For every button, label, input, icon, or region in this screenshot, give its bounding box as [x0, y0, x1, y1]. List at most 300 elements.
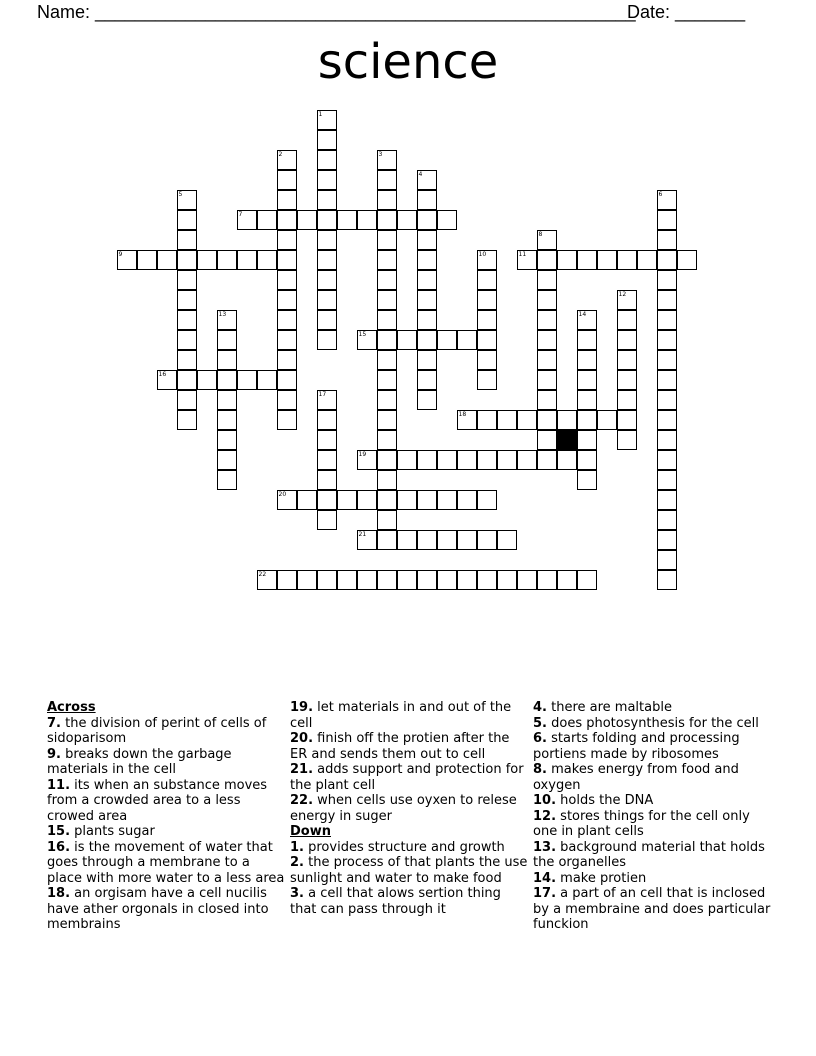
grid-cell[interactable] [657, 350, 677, 370]
grid-cell[interactable] [277, 410, 297, 430]
grid-cell[interactable] [517, 410, 537, 430]
clue-text: provides structure and growth [308, 839, 505, 855]
grid-cell[interactable] [617, 430, 637, 450]
grid-cell[interactable] [377, 390, 397, 410]
grid-cell[interactable] [177, 350, 197, 370]
grid-cell[interactable] [497, 570, 517, 590]
grid-cell[interactable] [617, 390, 637, 410]
clue-text: starts folding and processing portiens made by ribosomes [533, 731, 740, 762]
grid-cell[interactable] [417, 310, 437, 330]
grid-cell[interactable] [557, 250, 577, 270]
grid-cell[interactable] [417, 210, 437, 230]
grid-cell[interactable] [217, 350, 237, 370]
grid-cell[interactable] [437, 490, 457, 510]
grid-cell[interactable] [657, 410, 677, 430]
grid-cell[interactable] [617, 310, 637, 330]
cell-number: 4 [418, 170, 423, 178]
grid-cell[interactable] [257, 570, 277, 590]
grid-cell[interactable] [317, 470, 337, 490]
down-clue [533, 700, 773, 716]
grid-cell[interactable] [577, 370, 597, 390]
grid-cell[interactable] [317, 330, 337, 350]
grid-cell[interactable] [317, 250, 337, 270]
grid-cell[interactable] [537, 310, 557, 330]
grid-cell[interactable] [317, 490, 337, 510]
clue-number: 11. [47, 777, 71, 793]
grid-cell[interactable] [377, 430, 397, 450]
grid-cell[interactable] [557, 570, 577, 590]
grid-cell[interactable] [537, 410, 557, 430]
grid-cell[interactable] [597, 250, 617, 270]
clue-number: 8. [533, 762, 547, 777]
grid-cell[interactable] [657, 310, 677, 330]
across-clue [290, 762, 530, 793]
grid-cell[interactable] [657, 270, 677, 290]
grid-cell[interactable] [437, 450, 457, 470]
grid-cell[interactable] [517, 250, 537, 270]
across-clue [290, 700, 530, 731]
grid-cell[interactable] [277, 250, 297, 270]
grid-cell[interactable] [477, 290, 497, 310]
grid-cell[interactable] [317, 210, 337, 230]
grid-cell[interactable] [157, 250, 177, 270]
grid-cell[interactable] [657, 370, 677, 390]
grid-cell[interactable] [297, 210, 317, 230]
grid-cell[interactable] [317, 270, 337, 290]
grid-cell[interactable] [417, 190, 437, 210]
grid-cell[interactable] [677, 250, 697, 270]
clue-text: finish off the protien after the ER and sends them out to cell [290, 731, 510, 762]
clue-number: 4. [533, 700, 547, 715]
clue-number: 7. [47, 715, 61, 731]
grid-cell[interactable] [657, 190, 677, 210]
clue-text: make protien [560, 870, 647, 886]
grid-cell[interactable] [377, 470, 397, 490]
grid-cell[interactable] [317, 150, 337, 170]
grid-cell[interactable] [617, 250, 637, 270]
across-clue [47, 747, 287, 778]
grid-cell[interactable] [417, 490, 437, 510]
grid-cell[interactable] [377, 370, 397, 390]
cell-number: 18 [458, 410, 467, 418]
grid-cell[interactable] [577, 330, 597, 350]
across-clue [47, 778, 287, 825]
grid-cell[interactable] [277, 270, 297, 290]
grid-cell[interactable] [577, 350, 597, 370]
grid-cell[interactable] [417, 370, 437, 390]
grid-cell[interactable] [177, 410, 197, 430]
grid-cell[interactable] [537, 570, 557, 590]
grid-cell[interactable] [177, 270, 197, 290]
clue-text: an orgisam have a cell nucilis have ather orgonals in closed into membrains [47, 886, 269, 932]
clue-number: 12. [533, 808, 557, 824]
grid-cell[interactable] [657, 230, 677, 250]
grid-cell[interactable] [217, 430, 237, 450]
cell-number: 6 [658, 190, 663, 198]
across-clue [290, 793, 530, 824]
down-clue [533, 886, 773, 933]
grid-cell[interactable] [657, 250, 677, 270]
grid-cell[interactable] [277, 570, 297, 590]
grid-cell[interactable] [217, 470, 237, 490]
clue-text: its when an substance moves from a crowded area to a less crowed area [47, 777, 268, 824]
cell-number: 19 [358, 450, 367, 458]
cell-number: 20 [278, 490, 287, 498]
clue-text: there are maltable [551, 700, 672, 715]
cell-number: 11 [518, 250, 527, 258]
grid-cell[interactable] [417, 530, 437, 550]
cell-number: 17 [318, 390, 327, 398]
grid-cell[interactable] [477, 270, 497, 290]
grid-cell[interactable] [377, 190, 397, 210]
clue-column-1 [47, 700, 287, 933]
clue-number: 9. [47, 746, 61, 762]
grid-cell[interactable] [377, 530, 397, 550]
cell-number: 8 [538, 230, 543, 238]
clue-column-3 [533, 700, 773, 933]
grid-cell[interactable] [477, 250, 497, 270]
grid-cell[interactable] [637, 250, 657, 270]
grid-cell[interactable] [497, 450, 517, 470]
grid-cell[interactable] [137, 250, 157, 270]
grid-cell[interactable] [317, 510, 337, 530]
grid-cell[interactable] [217, 390, 237, 410]
grid-cell[interactable] [377, 350, 397, 370]
grid-cell[interactable] [377, 290, 397, 310]
grid-cell[interactable] [497, 410, 517, 430]
grid-cell[interactable] [177, 210, 197, 230]
grid-cell[interactable] [317, 570, 337, 590]
grid-cell[interactable] [297, 570, 317, 590]
grid-cell[interactable] [477, 490, 497, 510]
grid-cell[interactable] [177, 290, 197, 310]
grid-cell[interactable] [577, 570, 597, 590]
grid-cell[interactable] [457, 490, 477, 510]
clue-number: 21. [290, 762, 314, 777]
grid-cell[interactable] [217, 250, 237, 270]
grid-cell[interactable] [277, 170, 297, 190]
grid-cell[interactable] [477, 410, 497, 430]
clue-number: 13. [533, 839, 557, 855]
clue-number: 19. [290, 700, 314, 715]
across-heading: Across [47, 700, 96, 715]
grid-cell[interactable] [537, 330, 557, 350]
grid-cell[interactable] [357, 210, 377, 230]
grid-cell[interactable] [417, 230, 437, 250]
grid-cell[interactable] [657, 330, 677, 350]
clue-text: the process of that plants the use sunlight and water to make food [290, 855, 528, 886]
page-title: science [317, 34, 499, 90]
grid-cell[interactable] [377, 330, 397, 350]
grid-cell[interactable] [357, 330, 377, 350]
grid-cell[interactable] [177, 390, 197, 410]
grid-cell[interactable] [377, 170, 397, 190]
clue-text: when cells use oyxen to relese energy in suger [290, 793, 517, 824]
cell-number: 22 [258, 570, 267, 578]
clue-text: plants sugar [74, 824, 155, 839]
grid-cell[interactable] [317, 450, 337, 470]
grid-cell[interactable] [457, 330, 477, 350]
clue-number: 3. [290, 886, 304, 901]
down-clue [533, 731, 773, 762]
grid-cell[interactable] [397, 450, 417, 470]
grid-cell[interactable] [337, 490, 357, 510]
clue-number: 22. [290, 793, 314, 808]
grid-cell[interactable] [397, 330, 417, 350]
grid-cell[interactable] [457, 450, 477, 470]
grid-cell[interactable] [237, 250, 257, 270]
grid-cell[interactable] [557, 410, 577, 430]
grid-cell[interactable] [177, 330, 197, 350]
grid-cell[interactable] [477, 330, 497, 350]
grid-cell[interactable] [377, 250, 397, 270]
grid-cell[interactable] [517, 570, 537, 590]
grid-cell[interactable] [437, 530, 457, 550]
grid-cell[interactable] [537, 350, 557, 370]
grid-cell[interactable] [517, 450, 537, 470]
clue-number: 10. [533, 793, 557, 808]
cell-number: 12 [618, 290, 627, 298]
grid-cell[interactable] [457, 410, 477, 430]
cell-number: 9 [118, 250, 123, 258]
grid-cell[interactable] [417, 270, 437, 290]
grid-cell[interactable] [617, 290, 637, 310]
grid-cell[interactable] [537, 290, 557, 310]
clue-number: 17. [533, 886, 557, 901]
grid-cell[interactable] [477, 530, 497, 550]
grid-cell[interactable] [337, 210, 357, 230]
across-clue [47, 840, 287, 887]
grid-cell[interactable] [537, 250, 557, 270]
grid-cell[interactable] [237, 370, 257, 390]
grid-cell[interactable] [437, 330, 457, 350]
grid-cell[interactable] [277, 150, 297, 170]
grid-cell[interactable] [277, 330, 297, 350]
grid-cell[interactable] [537, 230, 557, 250]
grid-cell[interactable] [417, 290, 437, 310]
grid-cell[interactable] [657, 210, 677, 230]
grid-cell[interactable] [397, 210, 417, 230]
grid-cell[interactable] [577, 470, 597, 490]
grid-cell[interactable] [657, 390, 677, 410]
grid-cell[interactable] [357, 530, 377, 550]
grid-cell[interactable] [477, 570, 497, 590]
clue-text: background material that holds the organelles [533, 839, 765, 870]
grid-cell[interactable] [397, 490, 417, 510]
clue-column-2 [290, 700, 530, 917]
grid-cell[interactable] [337, 570, 357, 590]
grid-cell[interactable] [117, 250, 137, 270]
grid-cell[interactable] [437, 570, 457, 590]
grid-cell[interactable] [277, 390, 297, 410]
grid-cell[interactable] [177, 250, 197, 270]
clue-text: a cell that alows sertion thing that can pass through it [290, 886, 501, 917]
grid-cell[interactable] [657, 430, 677, 450]
grid-cell[interactable] [417, 390, 437, 410]
clue-text: the division of perint of cells of sidoparisom [47, 715, 267, 746]
grid-cell[interactable] [357, 450, 377, 470]
grid-cell[interactable] [377, 450, 397, 470]
clue-number: 15. [47, 824, 71, 839]
grid-cell[interactable] [457, 530, 477, 550]
black-cell [557, 430, 577, 450]
clue-number: 5. [533, 715, 547, 731]
grid-cell[interactable] [417, 170, 437, 190]
cell-number: 7 [238, 210, 243, 218]
clue-text: adds support and protection for the plant cell [290, 762, 524, 793]
grid-cell[interactable] [577, 410, 597, 430]
grid-cell[interactable] [357, 570, 377, 590]
grid-cell[interactable] [657, 530, 677, 550]
clue-number: 6. [533, 731, 547, 746]
grid-cell[interactable] [377, 570, 397, 590]
grid-cell[interactable] [277, 490, 297, 510]
grid-cell[interactable] [277, 350, 297, 370]
grid-cell[interactable] [257, 210, 277, 230]
grid-cell[interactable] [617, 330, 637, 350]
grid-cell[interactable] [657, 570, 677, 590]
grid-cell[interactable] [277, 190, 297, 210]
clue-text: makes energy from food and oxygen [533, 762, 739, 793]
grid-cell[interactable] [217, 330, 237, 350]
grid-cell[interactable] [377, 490, 397, 510]
clue-number: 2. [290, 855, 304, 870]
clue-number: 18. [47, 886, 71, 901]
grid-cell[interactable] [497, 530, 517, 550]
grid-cell[interactable] [437, 210, 457, 230]
grid-cell[interactable] [157, 370, 177, 390]
grid-cell[interactable] [357, 490, 377, 510]
grid-cell[interactable] [577, 310, 597, 330]
grid-cell[interactable] [317, 430, 337, 450]
grid-cell[interactable] [577, 450, 597, 470]
grid-cell[interactable] [657, 510, 677, 530]
grid-cell[interactable] [217, 450, 237, 470]
cell-number: 16 [158, 370, 167, 378]
grid-cell[interactable] [377, 150, 397, 170]
grid-cell[interactable] [617, 370, 637, 390]
date-field[interactable]: Date: _______ [627, 2, 746, 22]
grid-cell[interactable] [317, 110, 337, 130]
grid-cell[interactable] [317, 170, 337, 190]
grid-cell[interactable] [277, 370, 297, 390]
grid-cell[interactable] [317, 410, 337, 430]
grid-cell[interactable] [457, 570, 477, 590]
grid-cell[interactable] [317, 130, 337, 150]
grid-cell[interactable] [537, 390, 557, 410]
cell-number: 3 [378, 150, 383, 158]
clue-text: a part of an cell that is inclosed by a membraine and does particular funckion [533, 886, 771, 932]
down-clue [290, 855, 530, 886]
grid-cell[interactable] [417, 330, 437, 350]
grid-cell[interactable] [257, 250, 277, 270]
across-clue [290, 731, 530, 762]
grid-cell[interactable] [277, 290, 297, 310]
grid-cell[interactable] [537, 430, 557, 450]
grid-cell[interactable] [397, 570, 417, 590]
grid-cell[interactable] [377, 270, 397, 290]
grid-cell[interactable] [197, 370, 217, 390]
grid-cell[interactable] [377, 410, 397, 430]
grid-cell[interactable] [257, 370, 277, 390]
grid-cell[interactable] [397, 530, 417, 550]
grid-cell[interactable] [617, 350, 637, 370]
grid-cell[interactable] [217, 370, 237, 390]
grid-cell[interactable] [377, 230, 397, 250]
cell-number: 5 [178, 190, 183, 198]
grid-cell[interactable] [277, 210, 297, 230]
down-clue [533, 871, 773, 887]
across-clue [47, 886, 287, 933]
grid-cell[interactable] [477, 370, 497, 390]
down-clue [533, 793, 773, 809]
grid-cell[interactable] [197, 250, 217, 270]
name-field[interactable]: Name: ______________________________________________________ [37, 2, 636, 22]
down-clue [533, 716, 773, 732]
grid-cell[interactable] [417, 250, 437, 270]
grid-cell[interactable] [217, 410, 237, 430]
grid-cell[interactable] [177, 190, 197, 210]
grid-cell[interactable] [477, 350, 497, 370]
grid-cell[interactable] [557, 450, 577, 470]
grid-cell[interactable] [477, 310, 497, 330]
grid-cell[interactable] [597, 410, 617, 430]
grid-cell[interactable] [577, 430, 597, 450]
grid-cell[interactable] [417, 450, 437, 470]
grid-cell[interactable] [317, 290, 337, 310]
grid-cell[interactable] [657, 550, 677, 570]
grid-cell[interactable] [277, 230, 297, 250]
grid-cell[interactable] [477, 450, 497, 470]
cell-number: 14 [578, 310, 587, 318]
grid-cell[interactable] [417, 570, 437, 590]
grid-cell[interactable] [537, 270, 557, 290]
cell-number: 21 [358, 530, 367, 538]
grid-cell[interactable] [657, 470, 677, 490]
grid-cell[interactable] [317, 310, 337, 330]
down-clue [533, 840, 773, 871]
grid-cell[interactable] [617, 410, 637, 430]
grid-cell[interactable] [657, 290, 677, 310]
grid-cell[interactable] [317, 390, 337, 410]
grid-cell[interactable] [537, 370, 557, 390]
grid-cell[interactable] [237, 210, 257, 230]
grid-cell[interactable] [177, 230, 197, 250]
grid-cell[interactable] [377, 510, 397, 530]
grid-cell[interactable] [417, 350, 437, 370]
grid-cell[interactable] [377, 210, 397, 230]
grid-cell[interactable] [217, 310, 237, 330]
cell-number: 1 [318, 110, 323, 118]
grid-cell[interactable] [657, 450, 677, 470]
clue-number: 16. [47, 839, 71, 855]
grid-cell[interactable] [577, 390, 597, 410]
grid-cell[interactable] [657, 490, 677, 510]
clue-number: 20. [290, 731, 314, 746]
grid-cell[interactable] [297, 490, 317, 510]
grid-cell[interactable] [317, 230, 337, 250]
grid-cell[interactable] [377, 310, 397, 330]
grid-cell[interactable] [537, 450, 557, 470]
across-clue [47, 824, 287, 840]
across-clue [47, 716, 287, 747]
grid-cell[interactable] [317, 190, 337, 210]
grid-cell[interactable] [277, 310, 297, 330]
clue-text: does photosynthesis for the cell [551, 715, 759, 731]
grid-cell[interactable] [577, 250, 597, 270]
grid-cell[interactable] [177, 370, 197, 390]
grid-cell[interactable] [177, 310, 197, 330]
